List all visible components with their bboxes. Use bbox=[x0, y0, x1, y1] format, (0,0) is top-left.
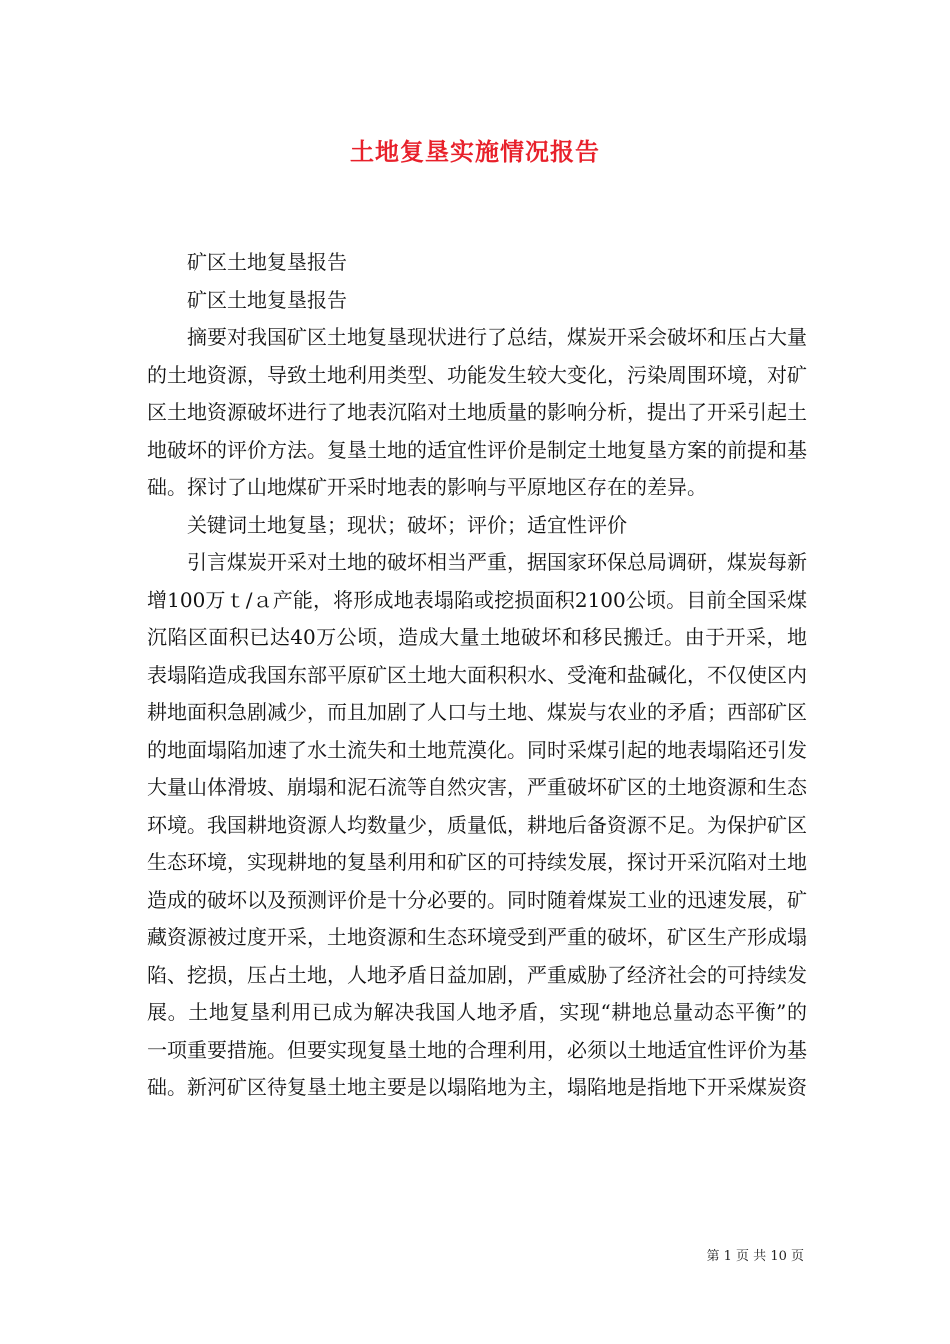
paragraph-heading-2: 矿区土地复垦报告 bbox=[187, 287, 347, 312]
paragraph-keywords: 关键词土地复垦；现状；破坏；评价；适宜性评价 bbox=[187, 512, 627, 537]
page-number-footer: 第 1 页 共 10 页 bbox=[706, 1249, 804, 1264]
document-title: 土地复垦实施情况报告 bbox=[350, 137, 600, 166]
document-body bbox=[147, 244, 807, 1107]
paragraph-introduction: 引言煤炭开采对土地的破坏相当严重，据国家环保总局调研，煤炭每新增100万ｔ/ａ产能，将形成地表塌陷或挖损面积2100公顷。目前全国采煤沉陷区面积已达40万公顷，造成大量土地破坏和移民搬迁。由于开采，地表塌陷造成我国东部平原矿区土地大面积积水、受淹和盐碱化，不仅使区内耕地面积急剧减少，而且加剧了人口与土地、煤炭与农业的矛盾；西部矿区的地面塌陷加速了水土流失和土地荒漠化。同时采煤引起的地表塌陷还引发大量山体滑坡、崩塌和泥石流等自然灾害，严重破坏矿区的土地资源和生态环境。我国耕地资源人均数量少，质量低，耕地后备资源不足。为保护矿区生态环境，实现耕地的复垦利用和矿区的可持续发展，探讨开采沉陷对土地造成的破坏以及预测评价是十分必要的。同时随着煤炭工业的迅速发展，矿藏资源被过度开采，土地资源和生态环境受到严重的破坏，矿区生产形成塌陷、挖损，压占土地，人地矛盾日益加剧，严重威胁了经济社会的可持续发展。土地复垦利用已成为解决我国人地矛盾，实现“耕地总量动态平衡”的一项重要措施。但要实现复垦土地的合理利用，必须以土地适宜性评价为基础。新河矿区待复垦土地主要是以塌陷地为主，塌陷地是指地下开采煤炭资 bbox=[147, 550, 807, 1099]
paragraph-abstract: 摘要对我国矿区土地复垦现状进行了总结，煤炭开采会破坏和压占大量的土地资源，导致土地利用类型、功能发生较大变化，污染周围环境，对矿区土地资源破坏进行了地表沉陷对土地质量的影响分析，提出了开采引起土地破坏的评价方法。复垦土地的适宜性评价是制定土地复垦方案的前提和基础。探讨了山地煤矿开采时地表的影响与平原地区存在的差异。 bbox=[147, 325, 807, 499]
paragraph-heading-1: 矿区土地复垦报告 bbox=[187, 250, 347, 274]
